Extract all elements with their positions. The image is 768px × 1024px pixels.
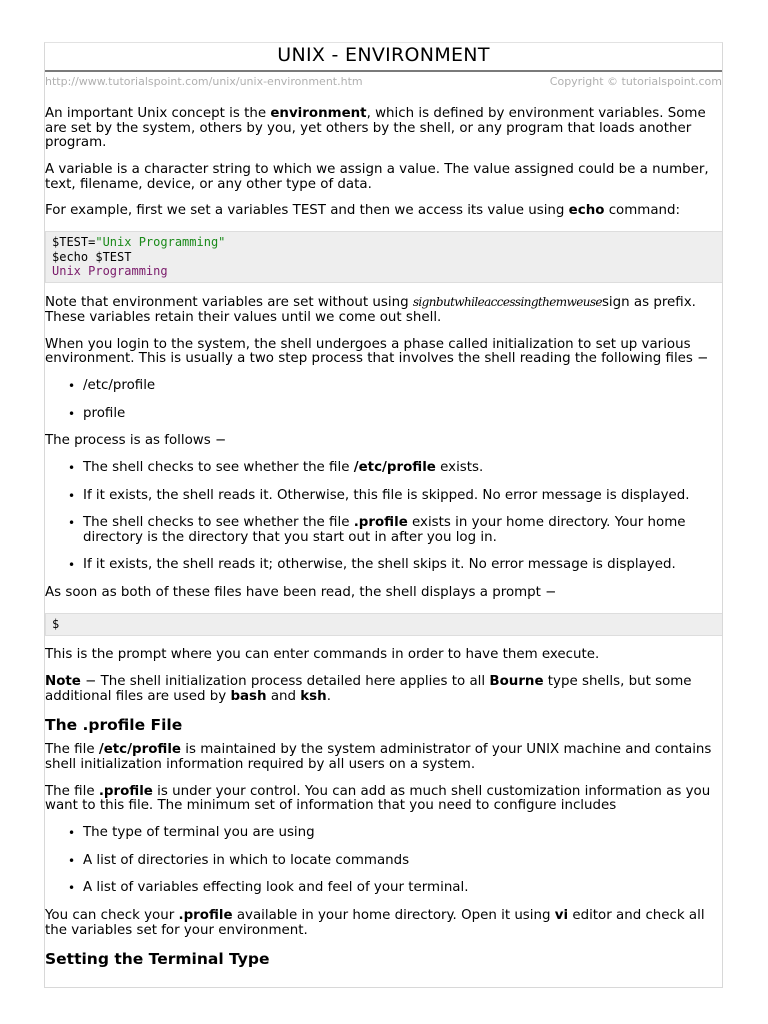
etc-profile-paragraph: The file /etc/profile is maintained by the system administrator of your UNIX machine and contains shell initialization information required by all users on a system.	[45, 742, 712, 772]
login-paragraph: When you login to the system, the shell undergoes a phase called initialization to set up various environment. This is usually a two step process that involves the shell reading the following files −	[45, 336, 709, 367]
list-item: • The shell checks to see whether the file /etc/profile exists.	[83, 461, 722, 476]
article-body	[45, 91, 722, 968]
section-heading-terminal: Setting the Terminal Type	[45, 950, 270, 969]
intro-paragraph: An important Unix concept is the environment, which is defined by environment variables. Some are set by the system, others by you, yet others by the shell, or any program that loads another program.	[45, 106, 706, 151]
copyright-notice: Copyright © tutorialspoint.com	[549, 75, 722, 88]
list-item: • A list of directories in which to locate commands	[83, 854, 722, 869]
list-item: • If it exists, the shell reads it. Otherwise, this file is skipped. No error message is displayed.	[83, 489, 722, 504]
process-steps-list	[45, 461, 722, 573]
section-heading-profile: The .profile File	[45, 716, 183, 735]
variable-definition-paragraph: A variable is a character string to which we assign a value. The value assigned could be a number, text, filename, device, or any other type of data.	[45, 161, 709, 192]
check-profile-paragraph: You can check your .profile available in your home directory. Open it using vi editor and check all the variables set for your environment.	[45, 907, 705, 938]
list-item: • The shell checks to see whether the file .profile exists in your home directory. Your home directory is the directory that you start out in after you log in.	[83, 516, 722, 545]
list-item: • profile	[83, 407, 722, 422]
page-title: UNIX - ENVIRONMENT	[277, 44, 490, 66]
code-block-prompt	[45, 613, 723, 636]
user-profile-paragraph: The file .profile is under your control. You can add as much shell customization information as you want to this file. The minimum set of information that you need to configure includes	[45, 783, 711, 814]
prompt-description-paragraph: This is the prompt where you can enter commands in order to have them execute.	[45, 647, 600, 663]
files-list	[45, 379, 722, 421]
code-line: $TEST="Unix Programming"	[52, 235, 226, 250]
list-item: • If it exists, the shell reads it; otherwise, the shell skips it. No error message is displayed.	[83, 558, 722, 573]
code-line: $echo $TEST	[52, 249, 132, 264]
prefix-note-paragraph: Note that environment variables are set without using signbutwhileaccessingthemweusesign as prefix. These variables retain their values until we come out shell.	[45, 295, 696, 325]
source-url: http://www.tutorialspoint.com/unix/unix-environment.htm	[45, 75, 363, 88]
code-block-echo	[45, 231, 723, 283]
configuration-list	[45, 826, 722, 896]
prompt-intro-paragraph: As soon as both of these files have been read, the shell displays a prompt −	[45, 585, 557, 601]
document-page	[44, 42, 723, 988]
code-output-line: Unix Programming	[52, 263, 168, 278]
shell-note-paragraph: Note − The shell initialization process detailed here applies to all Bourne type shells, but some additional files are used by bash and ksh.	[45, 674, 692, 704]
page-meta	[45, 72, 722, 91]
list-item: • /etc/profile	[83, 379, 722, 394]
example-intro-paragraph: For example, first we set a variables TEST and then we access its value using echo command:	[45, 203, 681, 219]
code-line: $	[52, 616, 60, 631]
list-item: • The type of terminal you are using	[83, 826, 722, 841]
list-item: • A list of variables effecting look and feel of your terminal.	[83, 881, 722, 896]
process-intro-paragraph: The process is as follows −	[45, 433, 227, 449]
